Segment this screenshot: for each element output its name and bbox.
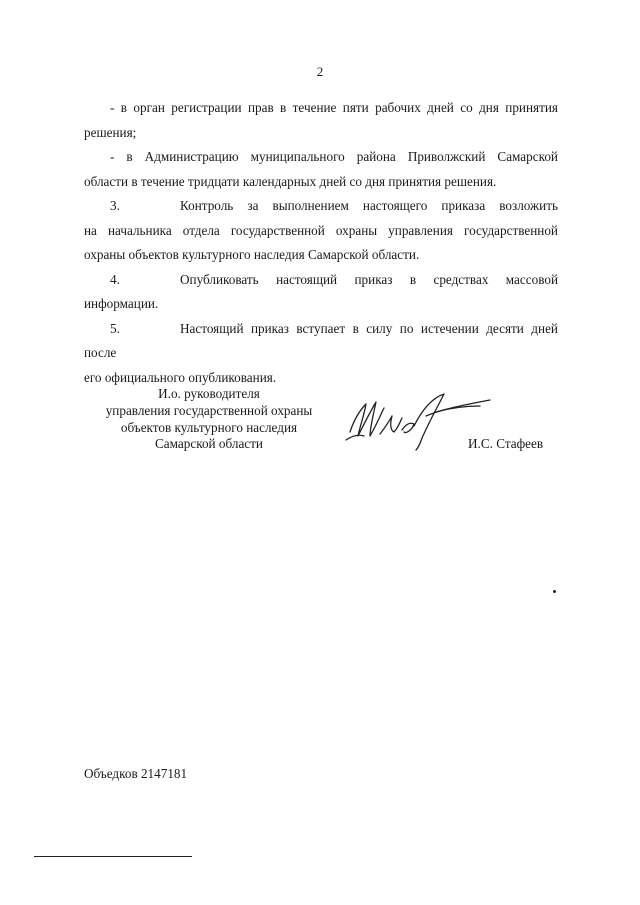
- paragraph-publish-cont: [84, 292, 558, 317]
- paragraph-municipal-administration: [84, 145, 558, 170]
- paragraph-registration-authority-cont: [84, 121, 558, 146]
- paragraph-line: решения;: [84, 124, 137, 140]
- signatory-title-line: И.о. руководителя: [158, 386, 260, 401]
- paragraph-line: информации.: [84, 296, 159, 311]
- paragraph-line: Опубликовать настоящий приказ в средствах массовой: [180, 271, 558, 287]
- paragraph-control-cont: [84, 243, 558, 268]
- paragraph-line: на начальника отдела государственной охраны управления государственной: [84, 222, 558, 238]
- paragraph-publish: [84, 268, 558, 293]
- paragraph-line: Настоящий приказ вступает в силу по истечении десяти дней после: [84, 320, 558, 360]
- paragraph-line: - в Администрацию муниципального района Приволжский Самарской: [110, 149, 558, 164]
- scan-speck: [553, 590, 556, 593]
- page-number: 2: [316, 64, 324, 79]
- signatory-title-line: Самарской области: [155, 436, 263, 452]
- paragraph-entry-into-force: [84, 317, 558, 366]
- paragraph-line: Контроль за выполнением настоящего приказа возложить: [180, 198, 558, 213]
- paragraph-line: области в течение тридцати календарных дней со дня принятия решения.: [84, 173, 497, 189]
- signatory-title: [84, 386, 334, 453]
- signatory-title-line: объектов культурного наследия: [120, 419, 298, 435]
- paragraph-control-cont: [84, 219, 558, 244]
- signer-name: И.С. Стафеев: [468, 436, 544, 451]
- paragraph-line: - в орган регистрации прав в течение пяти рабочих дней со дня принятия: [110, 100, 558, 115]
- paragraph-number: 4.: [110, 271, 120, 287]
- order-body: [84, 96, 558, 390]
- paragraph-control: [84, 194, 558, 219]
- paragraph-municipal-administration-cont: [84, 170, 558, 195]
- footer-rule: [34, 856, 192, 857]
- paragraph-line: его официального опубликования.: [84, 369, 277, 385]
- paragraph-number: 5.: [110, 320, 120, 336]
- executor-contact: Объедков 2147181: [84, 766, 188, 781]
- paragraph-number: 3.: [110, 198, 120, 213]
- paragraph-registration-authority: [84, 96, 558, 121]
- paragraph-line: охраны объектов культурного наследия Самарской области.: [84, 247, 420, 262]
- signatory-title-line: управления государственной охраны: [105, 402, 313, 418]
